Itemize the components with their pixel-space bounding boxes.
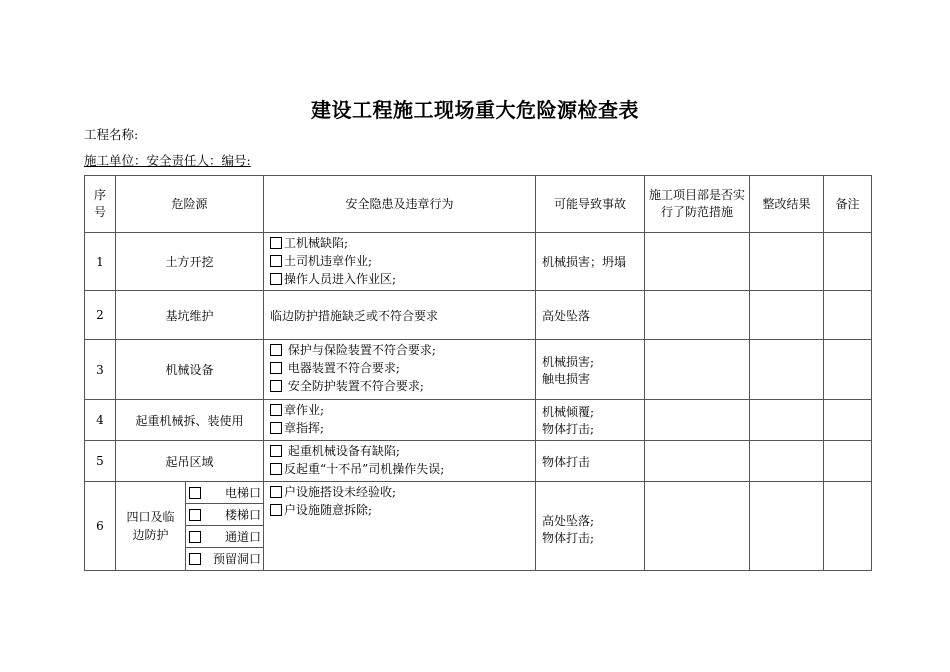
- row-hazard-label: 四口及临边防护: [126, 510, 175, 542]
- checkbox[interactable]: [270, 463, 282, 475]
- subitem-label: 通道口: [224, 530, 261, 544]
- item-text: 土司机违章作业;: [284, 254, 373, 268]
- row-text: 临边防护措施缺乏或不符合要求: [264, 291, 536, 340]
- header-row: [85, 176, 872, 233]
- hazard-check-table: [84, 175, 872, 571]
- subitem-label: 楼梯口: [224, 508, 261, 522]
- row-note-cell[interactable]: [824, 233, 872, 291]
- header-seq: 序号: [85, 176, 116, 233]
- row-hazard: 土方开挖: [116, 233, 264, 291]
- checkbox[interactable]: [270, 362, 282, 374]
- row-seq: 6: [85, 482, 116, 571]
- row-result-cell[interactable]: [750, 441, 824, 482]
- opening-subtable: [186, 482, 263, 569]
- subitem-label: 电梯口: [224, 486, 261, 500]
- row-accident: [536, 482, 645, 571]
- checkbox[interactable]: [270, 237, 282, 249]
- checkbox[interactable]: [270, 344, 282, 356]
- row-measures-cell[interactable]: [645, 291, 750, 340]
- item-text: 操作人员进入作业区;: [284, 272, 397, 286]
- row-accident: [536, 291, 645, 340]
- item-text: 保护与保险装置不符合要求;: [284, 343, 436, 357]
- item-text: 起重机械设备有缺陷;: [284, 444, 400, 458]
- header-measures: 施工项目部是否实行了防范措施: [645, 176, 750, 233]
- accident-text: 物体打击;: [542, 422, 595, 436]
- row-measures-cell[interactable]: [645, 233, 750, 291]
- checkbox[interactable]: [189, 487, 201, 499]
- item-text: 章作业;: [284, 403, 325, 417]
- row-hazard: 起吊区域: [116, 441, 264, 482]
- accident-text: 物体打击: [542, 454, 591, 469]
- checkbox[interactable]: [270, 273, 282, 285]
- checkbox[interactable]: [270, 422, 282, 434]
- unit-line: 施工单位：安全责任人：编号:: [84, 153, 251, 168]
- item-text: 户设施搭设未经验收;: [284, 485, 397, 499]
- checkbox[interactable]: [270, 255, 282, 267]
- row-result-cell[interactable]: [750, 340, 824, 400]
- row-accident: [536, 400, 645, 441]
- header-hidden-danger: 安全隐患及违章行为: [264, 176, 536, 233]
- row-accident: [536, 340, 645, 400]
- table-row: [85, 340, 872, 400]
- row-note-cell[interactable]: [824, 441, 872, 482]
- table-row: [85, 482, 872, 571]
- row-seq: 4: [85, 400, 116, 441]
- row-hazard: 机械设备: [116, 340, 264, 400]
- checkbox[interactable]: [270, 380, 282, 392]
- checkbox[interactable]: [189, 509, 201, 521]
- row-items: [264, 340, 536, 400]
- accident-text: 机械损害;: [542, 354, 595, 369]
- row-measures-cell[interactable]: [645, 482, 750, 571]
- row-note-cell[interactable]: [824, 340, 872, 400]
- accident-text: 高处坠落: [542, 308, 591, 323]
- table-row: [85, 400, 872, 441]
- checkbox[interactable]: [270, 486, 282, 498]
- row-measures-cell[interactable]: [645, 400, 750, 441]
- row-accident: [536, 233, 645, 291]
- row-items: [264, 233, 536, 291]
- table-row: [85, 233, 872, 291]
- row-seq: 2: [85, 291, 116, 340]
- row-hazard: 起重机械拆、装使用: [116, 400, 264, 441]
- checkbox[interactable]: [189, 531, 201, 543]
- table-row: [85, 441, 872, 482]
- row-seq: 5: [85, 441, 116, 482]
- row-seq: 3: [85, 340, 116, 400]
- table-row: [85, 291, 872, 340]
- checkbox[interactable]: [270, 404, 282, 416]
- item-text: 章指挥;: [284, 421, 325, 435]
- checkbox[interactable]: [270, 445, 282, 457]
- row-result-cell[interactable]: [750, 291, 824, 340]
- header-note: 备注: [824, 176, 872, 233]
- item-text: 反起重“十不吊”司机操作失误;: [284, 462, 445, 476]
- accident-text: 触电损害: [542, 371, 591, 386]
- row-items: [264, 441, 536, 482]
- row-items: [264, 482, 536, 571]
- row-seq: 1: [85, 233, 116, 291]
- checkbox[interactable]: [270, 504, 282, 516]
- row-hazard: [116, 482, 264, 571]
- accident-text: 机械倾覆;: [542, 405, 595, 419]
- item-text: 安全防护装置不符合要求;: [284, 379, 424, 393]
- header-result: 整改结果: [750, 176, 824, 233]
- row-hazard: 基坑维护: [116, 291, 264, 340]
- row-result-cell[interactable]: [750, 482, 824, 571]
- row-items: [264, 400, 536, 441]
- row-result-cell[interactable]: [750, 233, 824, 291]
- checkbox[interactable]: [189, 553, 201, 565]
- row-note-cell[interactable]: [824, 400, 872, 441]
- header-accident: 可能导致事故: [536, 176, 645, 233]
- accident-text: 机械损害；坍塌: [542, 255, 627, 269]
- project-name-label: 工程名称:: [84, 127, 139, 142]
- row-accident: [536, 441, 645, 482]
- row-note-cell[interactable]: [824, 291, 872, 340]
- subitem-label: 预留洞口: [212, 552, 261, 566]
- row-note-cell[interactable]: [824, 482, 872, 571]
- item-text: 户设施随意拆除;: [284, 503, 373, 517]
- item-text: 工机械缺陷;: [284, 236, 349, 250]
- accident-text: 高处坠落;: [542, 514, 595, 528]
- header-hazard: 危险源: [116, 176, 264, 233]
- item-text: 电器装置不符合要求;: [284, 361, 400, 375]
- row-measures-cell[interactable]: [645, 441, 750, 482]
- accident-text: 物体打击;: [542, 531, 595, 545]
- row-measures-cell[interactable]: [645, 340, 750, 400]
- row-result-cell[interactable]: [750, 400, 824, 441]
- page-title: 建设工程施工现场重大危险源检查表: [311, 98, 639, 122]
